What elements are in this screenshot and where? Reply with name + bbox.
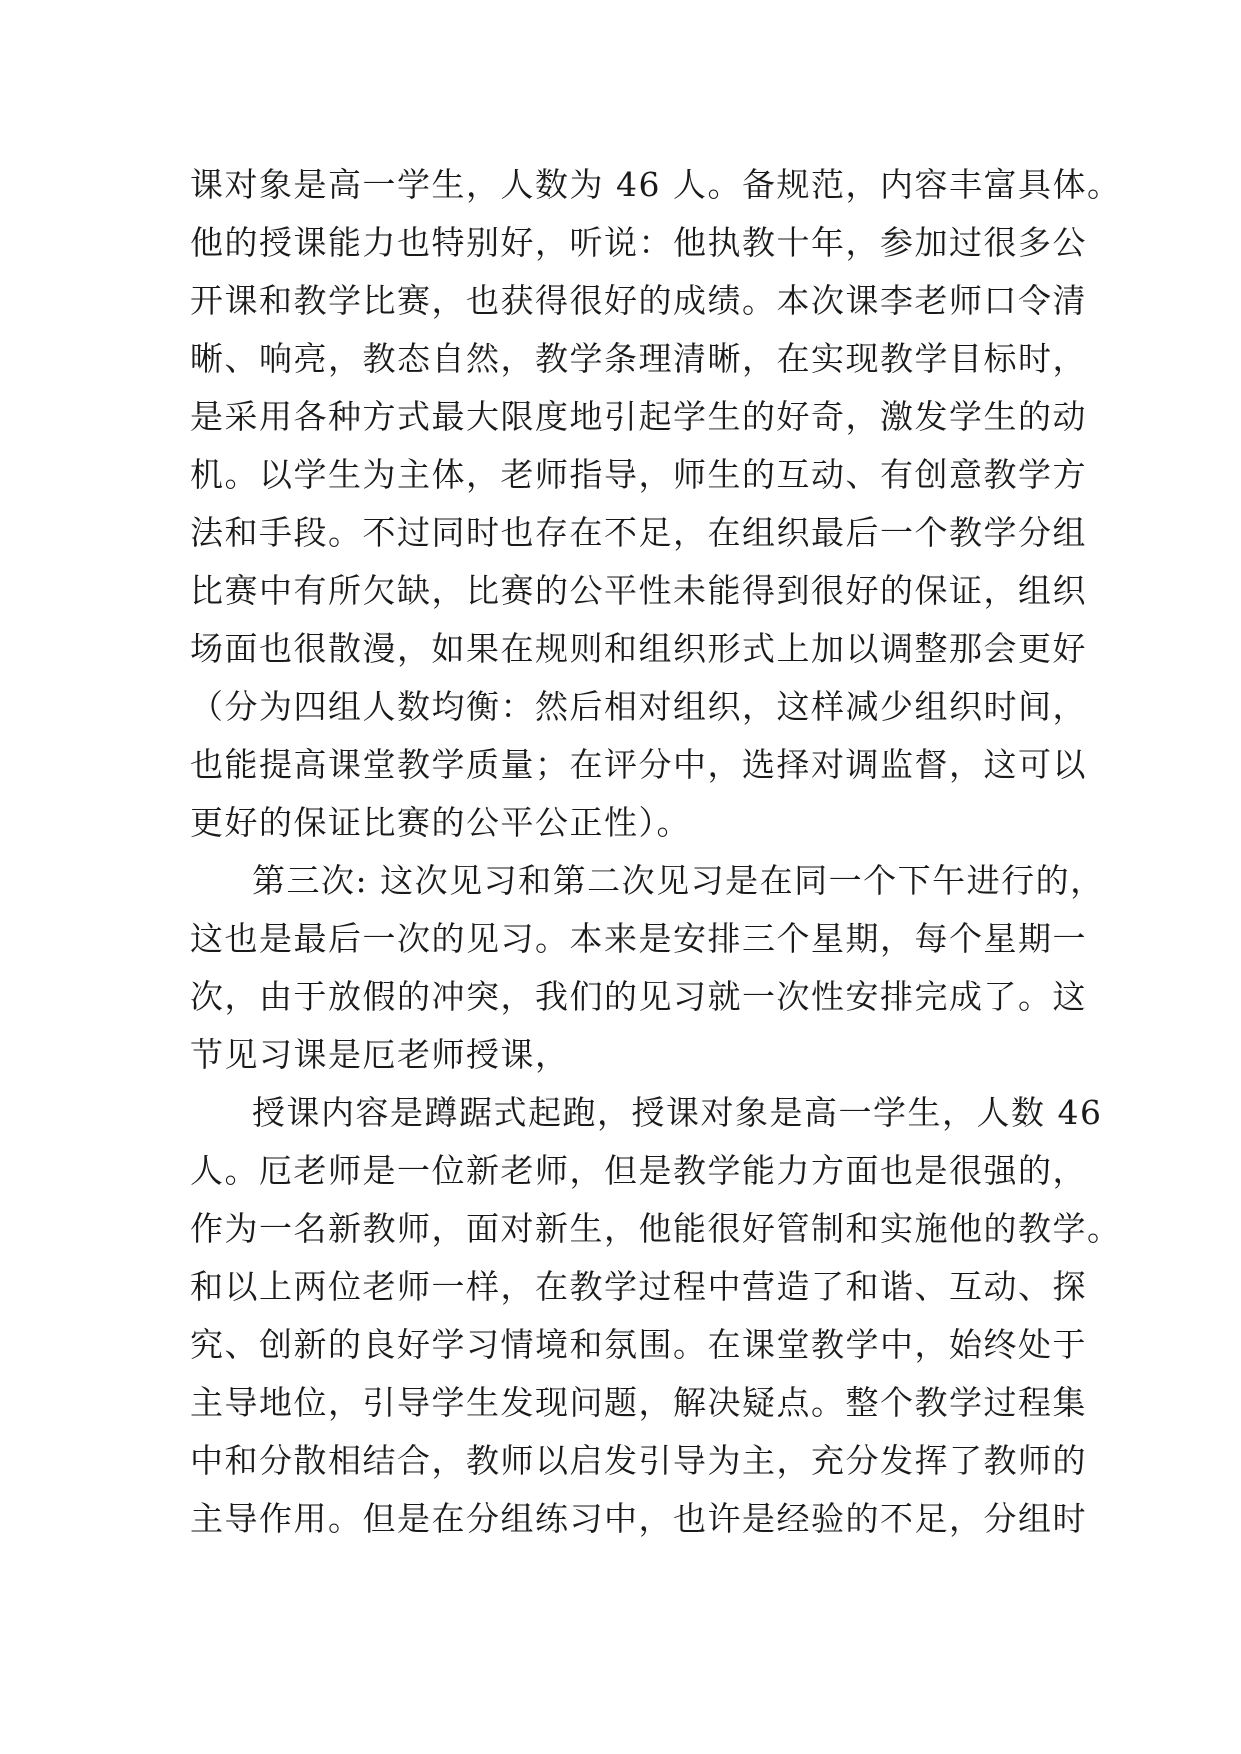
body-text [190, 156, 1122, 1548]
text-line: （分为四组人数均衡：然后相对组织，这样减少组织时间， [190, 687, 1087, 726]
text-line: 法和手段。不过同时也存在不足，在组织最后一个教学分组 [190, 513, 1087, 552]
text-line: 更好的保证比赛的公平公正性）。 [190, 803, 691, 842]
text-line: 开课和教学比赛，也获得很好的成绩。本次课李老师口令清 [190, 281, 1087, 320]
text-line: 这也是最后一次的见习。本来是安排三个星期，每个星期一 [190, 919, 1087, 958]
text-line: 机。以学生为主体，老师指导，师生的互动、有创意教学方 [190, 455, 1087, 494]
text-line: 课对象是高一学生，人数为 46 人。备规范，内容丰富具体。 [190, 165, 1122, 204]
text-line: 人。厄老师是一位新老师，但是教学能力方面也是很强的， [190, 1151, 1087, 1190]
text-line: 也能提高课堂教学质量；在评分中，选择对调监督，这可以 [190, 745, 1087, 784]
paragraph-start-line: 第三次: 这次见习和第二次见习是在同一个下午进行的， [252, 861, 1105, 900]
text-line: 晰、响亮，教态自然，教学条理清晰，在实现教学目标时， [190, 339, 1087, 378]
text-line: 主导地位，引导学生发现问题，解决疑点。整个教学过程集 [190, 1383, 1087, 1422]
text-line: 比赛中有所欠缺，比赛的公平性未能得到很好的保证，组织 [190, 571, 1087, 610]
text-line: 他的授课能力也特别好，听说：他执教十年，参加过很多公 [190, 223, 1087, 262]
text-line: 作为一名新教师，面对新生，他能很好管制和实施他的教学。 [190, 1209, 1122, 1248]
text-line: 节见习课是厄老师授课， [190, 1035, 570, 1074]
text-line: 究、创新的良好学习情境和氛围。在课堂教学中，始终处于 [190, 1325, 1087, 1364]
text-line: 中和分散相结合，教师以启发引导为主，充分发挥了教师的 [190, 1441, 1087, 1480]
text-line: 主导作用。但是在分组练习中，也许是经验的不足，分组时 [190, 1499, 1087, 1538]
text-line: 和以上两位老师一样，在教学过程中营造了和谐、互动、探 [190, 1267, 1087, 1306]
text-line: 场面也很散漫，如果在规则和组织形式上加以调整那会更好 [190, 629, 1087, 668]
paragraph-start-line: 授课内容是蹲踞式起跑，授课对象是高一学生，人数 46 [252, 1093, 1103, 1132]
text-line: 次，由于放假的冲突，我们的见习就一次性安排完成了。这 [190, 977, 1087, 1016]
text-line: 是采用各种方式最大限度地引起学生的好奇，激发学生的动 [190, 397, 1087, 436]
